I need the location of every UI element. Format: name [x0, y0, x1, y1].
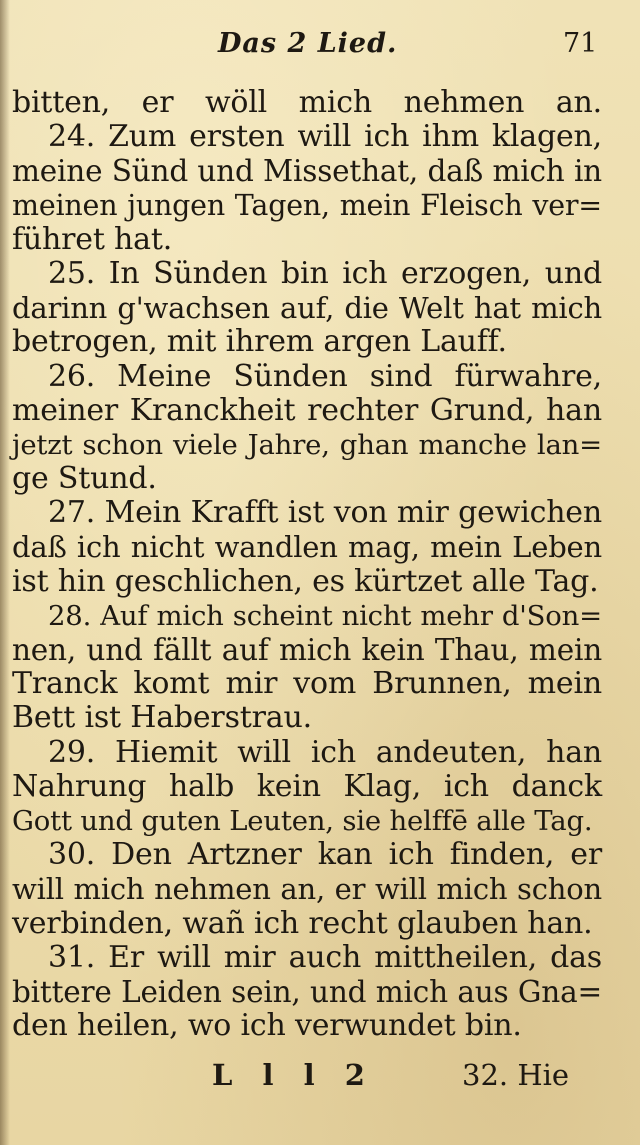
- page-number: 71: [563, 28, 598, 59]
- text-line: Nahrung halb kein Klag, ich danck: [12, 768, 602, 804]
- text-line: verbinden, wañ ich recht glauben han.: [12, 905, 593, 941]
- verse-31-line: 31. Er will mir auch mittheilen, das: [48, 939, 602, 975]
- catchword: 32. Hie: [462, 1058, 570, 1092]
- text-line: meiner Kranckheit rechter Grund, han: [12, 392, 602, 428]
- text-line: nen, und fällt auf mich kein Thau, mein: [12, 633, 602, 667]
- text-line: den heilen, wo ich verwundet bin.: [12, 1008, 522, 1044]
- text-line: ge Stund.: [12, 461, 157, 497]
- verse-30-line: 30. Den Artzner kan ich finden, er: [48, 837, 602, 873]
- text-line: daß ich nicht wandlen mag, mein Leben: [12, 530, 602, 565]
- text-line: Bett ist Haberstrau.: [12, 700, 312, 736]
- text-line: jetzt schon viele Jahre, ghan manche lan=: [12, 428, 602, 461]
- text-line: Tranck komt mir vom Brunnen, mein: [12, 666, 602, 702]
- text-line: meinen jungen Tagen, mein Fleisch ver=: [12, 188, 602, 222]
- verse-27-line: 27. Mein Krafft ist von mir gewichen: [48, 495, 602, 531]
- text-line: ist hin geschlichen, es kürtzet alle Tag.: [12, 563, 599, 599]
- verse-25-line: 25. In Sünden bin ich erzogen, und: [48, 255, 602, 291]
- page-footer: [0, 1058, 640, 1098]
- gutter-shadow: [0, 0, 10, 1145]
- signature-mark: L l l 2: [212, 1058, 375, 1092]
- text-line: meine Sünd und Missethat, daß mich in: [12, 154, 602, 189]
- verse-26-line: 26. Meine Sünden sind fürwahre,: [48, 358, 602, 394]
- text-line: führet hat.: [12, 221, 173, 257]
- text-line: will mich nehmen an, er will mich schon: [12, 872, 602, 907]
- running-title: Das 2 Lied.: [218, 28, 398, 59]
- hymn-text: [12, 86, 602, 1043]
- verse-28-line: 28. Auf mich scheint nicht mehr d'Son=: [48, 599, 602, 632]
- verse-29-line: 29. Hiemit will ich andeuten, han: [48, 734, 602, 770]
- text-line: bitten, er wöll mich nehmen an.: [12, 85, 602, 120]
- text-line: betrogen, mit ihrem argen Lauff.: [12, 324, 507, 360]
- verse-24-line: 24. Zum ersten will ich ihm klagen,: [48, 119, 602, 155]
- text-line: Gott und guten Leuten, sie helffē alle Tag.: [12, 804, 593, 837]
- text-line: darinn g'wachsen auf, die Welt hat mich: [12, 291, 602, 326]
- page-header: [0, 28, 640, 72]
- text-line: bittere Leiden sein, und mich aus Gna=: [12, 974, 602, 1009]
